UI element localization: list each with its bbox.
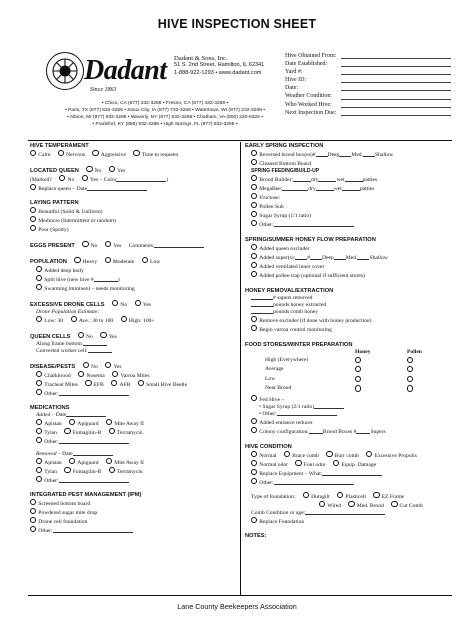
dadant-logo-icon — [46, 52, 84, 90]
radio-icon[interactable] — [36, 389, 42, 395]
section-ipm: INTEGRATED PEST MANAGEMENT (IPM) — [30, 492, 142, 498]
section-population: POPULATION — [30, 259, 67, 265]
radio-icon[interactable] — [295, 460, 301, 466]
radio-icon[interactable] — [251, 460, 257, 466]
radio-icon[interactable] — [355, 366, 361, 372]
radio-icon[interactable] — [337, 492, 343, 498]
radio-icon[interactable] — [59, 175, 65, 181]
radio-icon[interactable] — [121, 316, 127, 322]
info-field[interactable]: Weather Condition: — [285, 92, 451, 100]
radio-icon[interactable] — [100, 332, 106, 338]
radio-icon[interactable] — [105, 362, 111, 368]
radio-icon[interactable] — [355, 376, 361, 382]
radio-icon[interactable] — [284, 451, 290, 457]
radio-icon[interactable] — [105, 257, 111, 263]
section-honey-removal: HONEY REMOVAL/EXTRACTION — [245, 288, 334, 294]
brand-logo-text: Dadant — [84, 55, 167, 86]
radio-icon[interactable] — [58, 150, 64, 156]
info-field[interactable]: Hive ID: — [285, 76, 451, 84]
radio-icon[interactable] — [85, 380, 91, 386]
radio-icon[interactable] — [105, 241, 111, 247]
section-hive-condition: HIVE CONDITION — [245, 443, 292, 450]
radio-icon[interactable] — [142, 257, 148, 263]
since-label: Since 1863 — [90, 87, 117, 93]
info-field[interactable]: Yard #: — [285, 68, 451, 76]
radio-icon[interactable] — [36, 275, 42, 281]
branch-list — [60, 100, 270, 128]
radio-icon[interactable] — [83, 362, 89, 368]
radio-icon[interactable] — [251, 175, 257, 181]
radio-icon[interactable] — [251, 469, 257, 475]
radio-icon[interactable] — [92, 150, 98, 156]
radio-icon[interactable] — [348, 501, 354, 507]
radio-icon[interactable] — [251, 478, 257, 484]
company-phone: 1-888-922-1293 • www.dadant.com — [174, 69, 262, 76]
food-stores-table: Honey Pollen High (Everywhere) Average Low Near Brood — [265, 349, 422, 392]
radio-icon[interactable] — [30, 517, 36, 523]
header-divider — [28, 140, 452, 141]
column-divider — [240, 142, 241, 595]
branch-line: • Albion, MI (877) 932-3268 • Waverly, NY (877) 532-3268 • Chatham, VA (800) 220-8325 • — [67, 115, 263, 120]
section-queen-cells: QUEEN CELLS — [30, 334, 71, 340]
footer-divider — [28, 595, 452, 596]
radio-icon[interactable] — [407, 366, 413, 372]
page-title: HIVE INSPECTION SHEET — [157, 17, 317, 31]
radio-icon[interactable] — [30, 499, 36, 505]
radio-icon[interactable] — [36, 316, 42, 322]
radio-icon[interactable] — [71, 316, 77, 322]
radio-icon[interactable] — [355, 357, 361, 363]
radio-icon[interactable] — [251, 418, 257, 424]
radio-icon[interactable] — [251, 244, 257, 250]
radio-icon[interactable] — [251, 211, 257, 217]
branch-line: • Frankfort, KY (888) 932-3268 • High Springs, FL (877) 832-3268 • — [92, 122, 238, 127]
info-field[interactable]: Date Established: — [285, 60, 451, 68]
radio-icon[interactable] — [64, 467, 70, 473]
section-located-queen: LOCATED QUEEN — [30, 168, 79, 174]
radio-icon[interactable] — [30, 216, 36, 222]
radio-icon[interactable] — [251, 451, 257, 457]
radio-icon[interactable] — [36, 458, 42, 464]
section-early-spring: EARLY SPRING INSPECTION — [245, 143, 324, 149]
info-field[interactable]: Who Worked Hive: — [285, 101, 451, 109]
radio-icon[interactable] — [251, 253, 257, 259]
radio-icon[interactable] — [407, 385, 413, 391]
company-address — [174, 55, 264, 77]
radio-icon[interactable] — [78, 371, 84, 377]
radio-icon[interactable] — [36, 476, 42, 482]
info-field[interactable]: Date: — [285, 84, 451, 92]
company-name: Dadant & Sons, Inc. — [174, 55, 228, 62]
radio-icon[interactable] — [326, 451, 332, 457]
branch-line: • Paris, TX (877) 632-3268 • Sioux City, IA (877) 732-3268 • Watertown, WI (877) 232-3268 • — [64, 108, 266, 113]
radio-icon[interactable] — [111, 380, 117, 386]
radio-icon[interactable] — [251, 517, 257, 523]
radio-icon[interactable] — [30, 526, 36, 532]
radio-icon[interactable] — [133, 150, 139, 156]
radio-icon[interactable] — [391, 501, 397, 507]
info-field[interactable]: Hive Obtained From: — [285, 52, 451, 60]
section-honey-flow: SPRING/SUMMER HONEY FLOW PREPARATION — [245, 237, 376, 243]
radio-icon[interactable] — [251, 427, 257, 433]
radio-icon[interactable] — [69, 458, 75, 464]
radio-icon[interactable] — [251, 262, 257, 268]
radio-icon[interactable] — [355, 385, 361, 391]
radio-icon[interactable] — [112, 371, 118, 377]
hive-info-fields — [285, 52, 451, 117]
branch-line: • Chico, CA (877) 332-3268 • Fresno, CA (877) 432-3268 • — [101, 101, 229, 106]
section-food-stores: FOOD STORES/WINTER PREPARATION — [245, 342, 353, 348]
radio-icon[interactable] — [36, 467, 42, 473]
radio-icon[interactable] — [36, 428, 42, 434]
radio-icon[interactable] — [74, 257, 80, 263]
radio-icon[interactable] — [109, 467, 115, 473]
radio-icon[interactable] — [30, 225, 36, 231]
subsection-spring-feeding: SPRING FEEDING/BUILD-UP — [251, 168, 320, 174]
company-street: 51 S. 2nd Street, Hamilton, IL 62341 — [174, 62, 265, 69]
radio-icon[interactable] — [30, 508, 36, 514]
radio-icon[interactable] — [36, 380, 42, 386]
radio-icon[interactable] — [106, 419, 112, 425]
footer-association: Lane County Beekeepers Association — [177, 602, 297, 611]
radio-icon[interactable] — [30, 207, 36, 213]
radio-icon[interactable] — [407, 376, 413, 382]
radio-icon[interactable] — [373, 492, 379, 498]
radio-icon[interactable] — [251, 316, 257, 322]
radio-icon[interactable] — [36, 266, 42, 272]
radio-icon[interactable] — [86, 166, 92, 172]
radio-icon[interactable] — [109, 166, 115, 172]
radio-icon[interactable] — [251, 220, 257, 226]
section-excessive-drone-cells: EXCESSIVE DRONE CELLS — [30, 302, 105, 308]
section-medications: MEDICATIONS — [30, 405, 70, 411]
radio-icon[interactable] — [82, 175, 88, 181]
radio-icon[interactable] — [251, 325, 257, 331]
section-eggs-present: EGGS PRESENT — [30, 243, 75, 249]
section-hive-temperament: HIVE TEMPERAMENT — [30, 143, 89, 149]
radio-icon[interactable] — [78, 332, 84, 338]
radio-icon[interactable] — [366, 451, 372, 457]
radio-icon[interactable] — [109, 428, 115, 434]
radio-icon[interactable] — [251, 150, 257, 156]
radio-icon[interactable] — [36, 419, 42, 425]
left-column: HIVE TEMPERAMENT Calm Nervous Aggressive Time to requeen LOCATED QUEEN No Yes (Marked? No Yes – Color ) Replace queen – Date LAYING PATTERN Beautiful (Solid & Uniform) Mediocre (Intermittent or random) Poor (Spotty) EGGS PRESENT No Yes Comments: POPULATION Heavy Moderate Low Added deep body Split hive (new hive # ) Swarming imminent – needs monitoring EXCESSIVE DRONE CELLS No Yes Drone Population Estimate: Low: 30 Ave.: 30 to 100 High: 100+ QUEEN CELLS No Yes Along frame bottom: Converted worker cell: DISEASE/PESTS No Yes Chalkbrood Nosema Varroa Mites Tracheal Mites EFB AFB Small Hive Beetle Other: MEDICATIONS Added – Date Apistan Apiguard Mite Away II Tylan Fumagilin-B Terramycin Other: Removed – Date Apistan Apiguard Mite Away II Tylan Fumagilin-B Terramycin Other: INTEGRATED PEST MANAGEMENT (IPM) Screened bottom board Powdered sugar mite drop Drone cell foundation Other: — [30, 143, 235, 535]
radio-icon[interactable] — [69, 419, 75, 425]
info-field[interactable]: Next Inspection Due: — [285, 109, 451, 117]
radio-icon[interactable] — [36, 284, 42, 290]
radio-icon[interactable] — [251, 202, 257, 208]
radio-icon[interactable] — [251, 184, 257, 190]
radio-icon[interactable] — [106, 458, 112, 464]
radio-icon[interactable] — [64, 428, 70, 434]
radio-icon[interactable] — [407, 357, 413, 363]
radio-icon[interactable] — [251, 395, 257, 401]
section-laying-pattern: LAYING PATTERN — [30, 200, 79, 206]
section-notes: NOTES: — [245, 532, 267, 539]
radio-icon[interactable] — [138, 380, 144, 386]
section-disease-pests: DISEASE/PESTS — [30, 364, 76, 370]
radio-icon[interactable] — [82, 241, 88, 247]
radio-icon[interactable] — [30, 184, 36, 190]
right-column: EARLY SPRING INSPECTION Reversed brood box(es)# Deep Med. Shallow Cleaned Bottom Board SPRING FEEDING/BUILD-UP Brood Builder: dry wet patties MegaBee: dry wet patties Fructose: Pollen Sub Sugar Syrup (1/1 ratio) Other: SPRING/SUMMER HONEY FLOW PREPARATION Added queen excluder Added super(s): # Deep Med. Shallow Added ventilated inner cover Added pollen trap (optional if sufficient stores) HONEY REMOVAL/EXTRACTION # supers removed pounds honey extracted pounds comb honey Remove excluder (if done with honey production) Begin varroa control monitoring FOOD STORES/WINTER PREPARATION Honey Pollen High (Everywhere) Average Low Near Brood Fed Hive – • Sugar Syrup (2/1 ratio) • Other: Added entrance reducer Colony configuration: Brood Boxes # Supers HIVE CONDITION Normal Brace comb Burr comb Excessive Propolis Normal odor Foul odor Equip. Damage Replace Equipment – What: Other: Type of foundation: Duragilt Plasticell EZ Frame Wired Med. Brood Cut Comb Comb Condition or age: Replace Foundation NOTES: — [245, 143, 455, 540]
radio-icon[interactable] — [135, 300, 141, 306]
radio-icon[interactable] — [36, 437, 42, 443]
radio-icon[interactable] — [251, 271, 257, 277]
radio-icon[interactable] — [251, 193, 257, 199]
radio-icon[interactable] — [251, 159, 257, 165]
radio-icon[interactable] — [112, 300, 118, 306]
radio-icon[interactable] — [36, 371, 42, 377]
radio-icon[interactable] — [303, 492, 309, 498]
radio-icon[interactable] — [319, 501, 325, 507]
radio-icon[interactable] — [30, 150, 36, 156]
radio-icon[interactable] — [333, 460, 339, 466]
